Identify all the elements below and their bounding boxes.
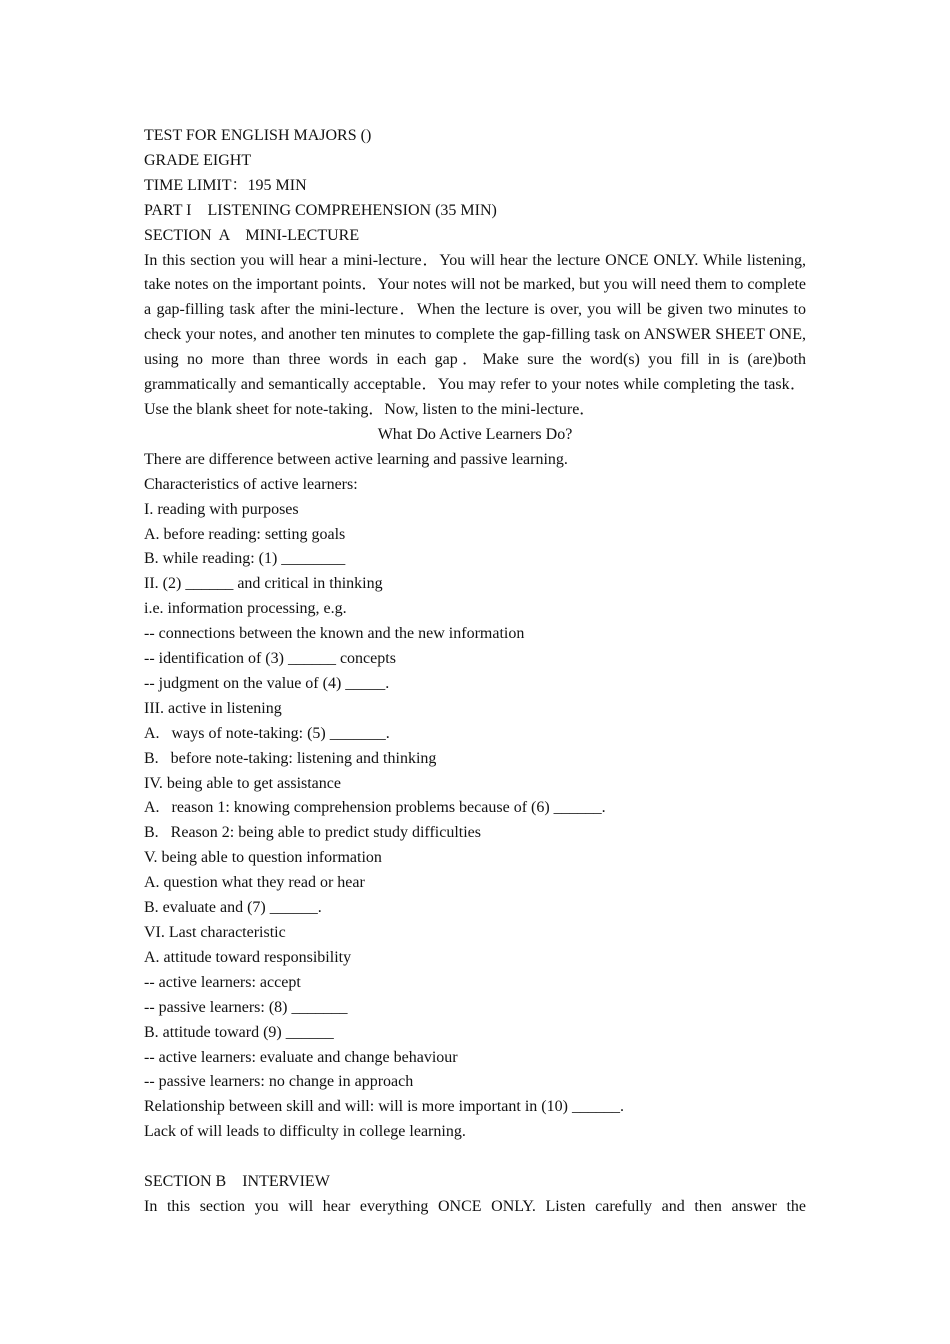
- outline-line: I. reading with purposes: [144, 500, 299, 518]
- outline-line: B. Reason 2: being able to predict study difficulties: [144, 824, 481, 842]
- outline-line: Characteristics of active learners:: [144, 475, 358, 493]
- blank-line: [144, 1145, 806, 1170]
- outline-line: -- identification of (3) ______ concepts: [144, 650, 396, 668]
- outline-line: -- passive learners: (8) _______: [144, 998, 348, 1016]
- part-heading: PART I LISTENING COMPREHENSION (35 MIN): [144, 201, 497, 219]
- outline-line: -- passive learners: no change in approach: [144, 1073, 414, 1091]
- outline-line: There are difference between active learning and passive learning.: [144, 450, 568, 468]
- section-a-heading: SECTION A MINI-LECTURE: [144, 226, 360, 244]
- outline-line: A. attitude toward responsibility: [144, 948, 352, 966]
- outline-line: V. being able to question information: [144, 849, 382, 867]
- test-title: TEST FOR ENGLISH MAJORS (): [144, 127, 372, 144]
- outline-line: A. before reading: setting goals: [144, 525, 346, 543]
- outline-line: Lack of will leads to difficulty in college learning.: [144, 1123, 466, 1141]
- section-b-heading: SECTION B INTERVIEW: [144, 1173, 330, 1191]
- outline-line: A. ways of note-taking: (5) _______.: [144, 724, 390, 742]
- outline-line: III. active in listening: [144, 699, 282, 717]
- lecture-outline: [144, 448, 806, 1145]
- outline-line: II. (2) ______ and critical in thinking: [144, 575, 383, 593]
- grade-line: GRADE EIGHT: [144, 151, 252, 169]
- time-limit-line: TIME LIMIT：195 MIN: [144, 176, 307, 194]
- outline-line: i.e. information processing, e.g.: [144, 600, 347, 618]
- document-page: [144, 124, 806, 1220]
- lecture-title: What Do Active Learners Do?: [377, 425, 573, 443]
- outline-line: A. reason 1: knowing comprehension problems because of (6) ______.: [144, 799, 606, 817]
- outline-line: -- active learners: evaluate and change behaviour: [144, 1048, 458, 1066]
- outline-line: B. before note-taking: listening and thinking: [144, 749, 437, 767]
- outline-line: -- judgment on the value of (4) _____.: [144, 674, 390, 692]
- outline-line: B. attitude toward (9) ______: [144, 1023, 334, 1041]
- section-a-instructions: In this section you will hear a mini-lecture．You will hear the lecture ONCE ONLY. While listening, take notes on the important points．Your notes will not be marked, but you will need them to complete a gap-filling task after the mini-lecture．When the lecture is over, you will be given two minutes to check your notes, and another ten minutes to complete the gap-filling task on ANSWER SHEET ONE, using no more than three words in each gap．Make sure the word(s) you fill in is (are)both grammatically and semantically acceptable．You may refer to your notes while completing the task．Use the blank sheet for note-taking．Now, listen to the mini-lecture．: [144, 251, 807, 418]
- outline-line: VI. Last characteristic: [144, 924, 286, 941]
- outline-line: -- connections between the known and the new information: [144, 625, 525, 643]
- outline-line: B. while reading: (1) ________: [144, 550, 346, 568]
- outline-line: B. evaluate and (7) ______.: [144, 899, 322, 917]
- outline-line: Relationship between skill and will: will is more important in (10) ______.: [144, 1098, 624, 1116]
- section-b-instructions: In this section you will hear everything ONCE ONLY. Listen carefully and then answer the: [144, 1197, 806, 1215]
- outline-line: IV. being able to get assistance: [144, 774, 341, 792]
- outline-line: A. question what they read or hear: [144, 874, 365, 892]
- outline-line: -- active learners: accept: [144, 973, 301, 991]
